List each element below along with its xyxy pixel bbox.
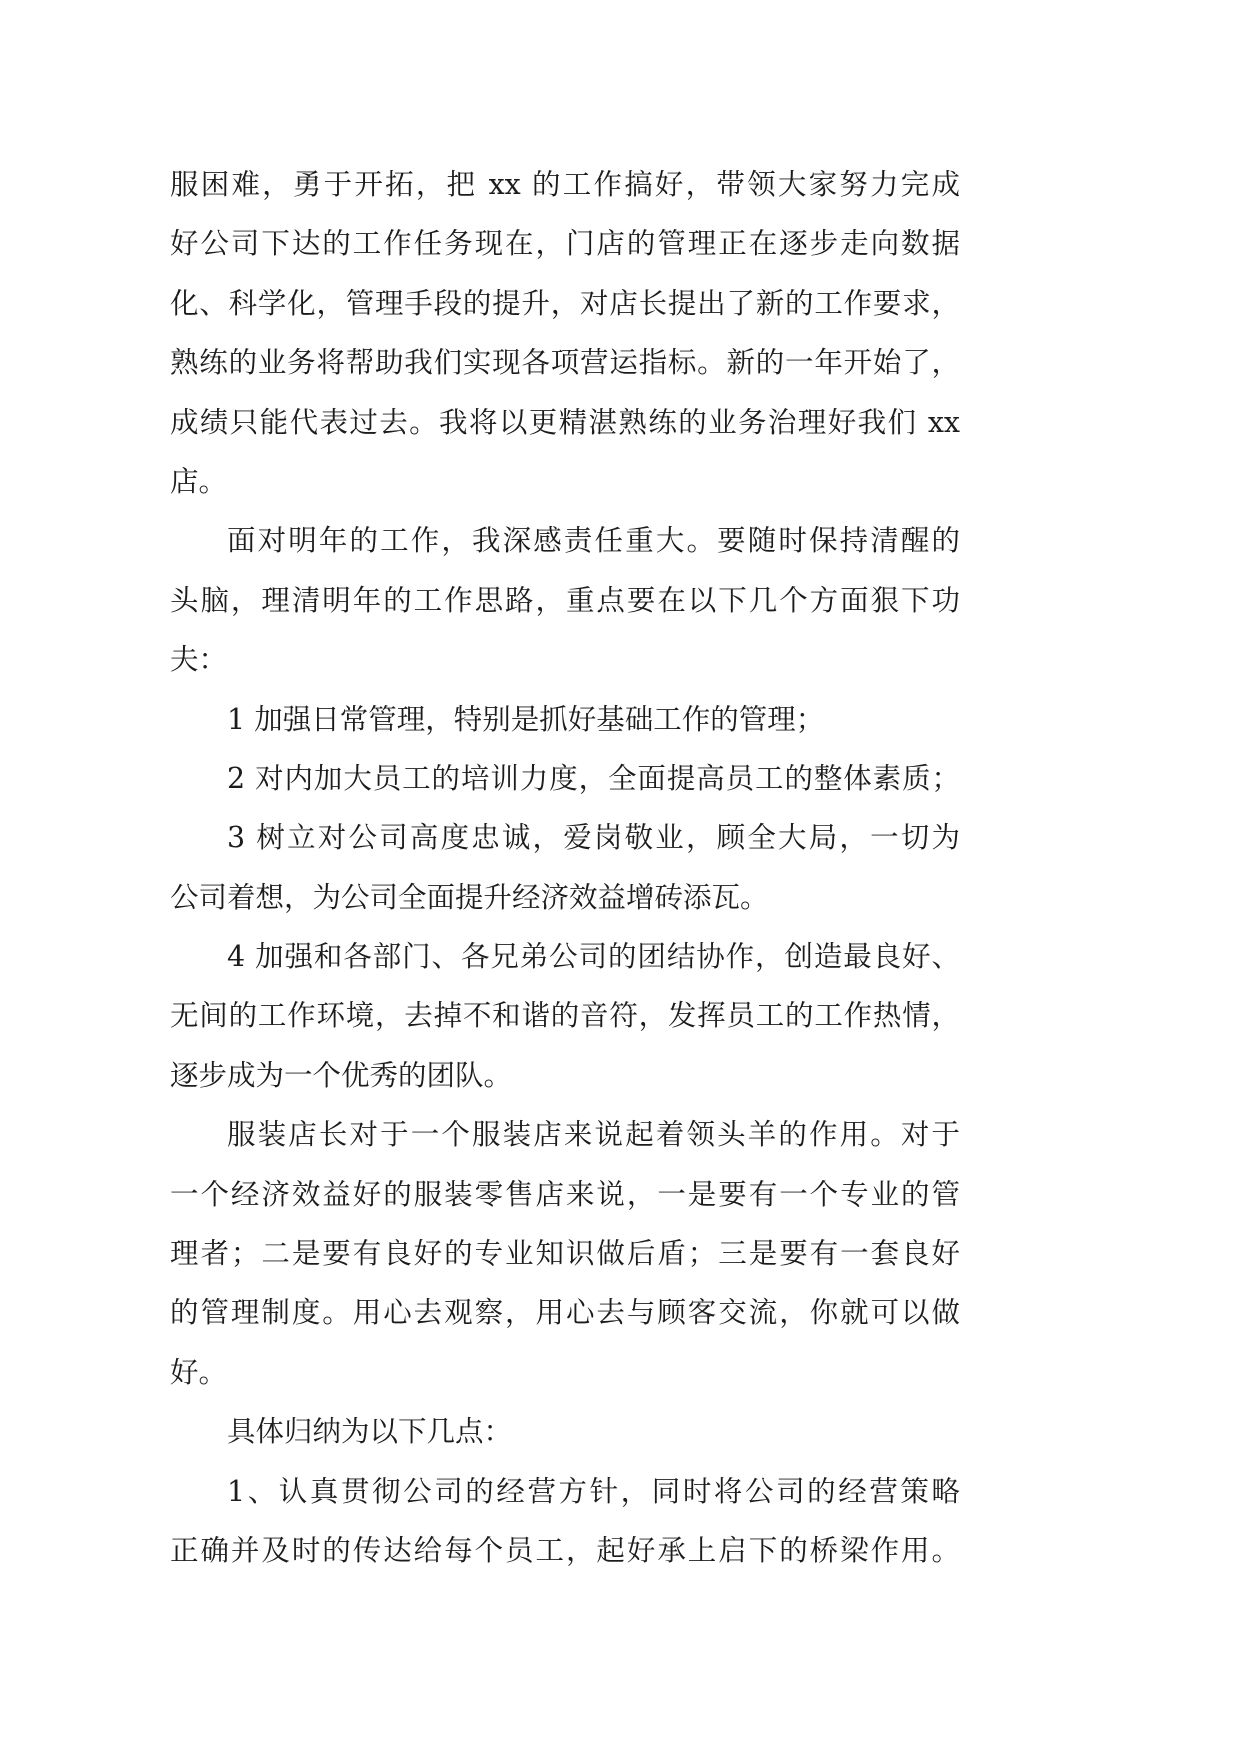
paragraph xyxy=(170,511,960,689)
list-item xyxy=(170,690,960,749)
paragraph xyxy=(170,1402,960,1461)
text-line: 店。 xyxy=(170,464,228,498)
text-line: 具体归纳为以下几点： xyxy=(227,1415,513,1449)
paragraph xyxy=(170,1105,960,1402)
text-line: 4 加强和各部门、各兄弟公司的团结协作，创造最良好、 xyxy=(227,940,960,974)
text-line: 1 加强日常管理，特别是抓好基础工作的管理； xyxy=(227,702,825,736)
list-item xyxy=(170,1462,960,1581)
text-line: 化、科学化，管理手段的提升，对店长提出了新的工作要求， xyxy=(170,286,960,320)
text-line: 面对明年的工作，我深感责任重大。要随时保持清醒的 xyxy=(227,524,960,558)
paragraph-continuation xyxy=(170,155,960,511)
text-line: 一个经济效益好的服装零售店来说，一是要有一个专业的管 xyxy=(170,1177,960,1211)
list-item xyxy=(170,808,960,927)
list-item xyxy=(170,927,960,1105)
text-line: 的管理制度。用心去观察，用心去与顾客交流，你就可以做 xyxy=(170,1296,960,1330)
text-line: 正确并及时的传达给每个员工，起好承上启下的桥梁作用。 xyxy=(170,1533,960,1567)
text-line: 服困难，勇于开拓，把 xx 的工作搞好，带领大家努力完成 xyxy=(170,168,960,201)
document-body xyxy=(170,155,960,1580)
text-line: 成绩只能代表过去。我将以更精湛熟练的业务治理好我们 xx xyxy=(170,405,960,439)
text-line: 好。 xyxy=(170,1355,228,1389)
text-line: 逐步成为一个优秀的团队。 xyxy=(170,1058,513,1092)
text-line: 服装店长对于一个服装店来说起着领头羊的作用。对于 xyxy=(227,1118,960,1152)
text-line: 1、认真贯彻公司的经营方针，同时将公司的经营策略 xyxy=(227,1474,960,1508)
text-line: 理者；二是要有良好的专业知识做后盾；三是要有一套良好 xyxy=(170,1237,960,1271)
text-line: 夫： xyxy=(170,643,228,677)
text-line: 无间的工作环境，去掉不和谐的音符，发挥员工的工作热情， xyxy=(170,999,960,1033)
text-line: 2 对内加大员工的培训力度，全面提高员工的整体素质； xyxy=(227,761,960,795)
text-line: 头脑，理清明年的工作思路，重点要在以下几个方面狠下功 xyxy=(170,583,960,617)
text-line: 好公司下达的工作任务现在，门店的管理正在逐步走向数据 xyxy=(170,227,960,261)
text-line: 熟练的业务将帮助我们实现各项营运指标。新的一年开始了， xyxy=(170,346,960,380)
text-line: 公司着想，为公司全面提升经济效益增砖添瓦。 xyxy=(170,880,769,914)
list-item xyxy=(170,749,960,808)
text-line: 3 树立对公司高度忠诚，爱岗敬业，顾全大局，一切为 xyxy=(227,821,960,855)
